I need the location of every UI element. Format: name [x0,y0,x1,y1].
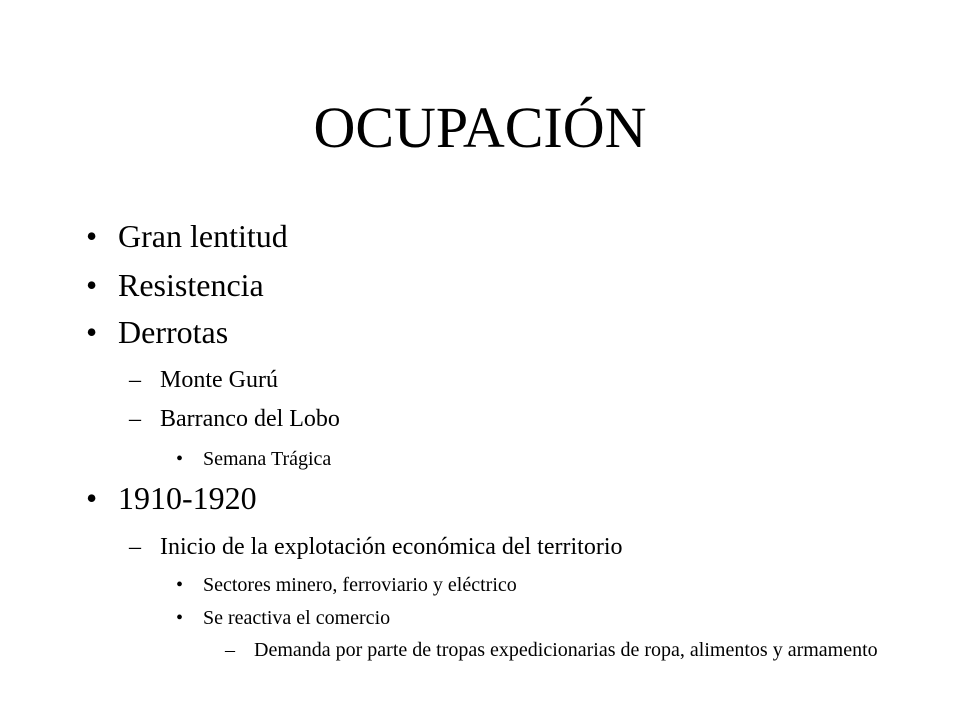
list-item [176,605,391,631]
list-item-text: Inicio de la explotación económica del territorio [160,534,623,560]
dash-icon: – [129,367,141,393]
bullet-icon: • [176,574,184,596]
list-item-text: Se reactiva el comercio [203,607,391,629]
bullet-icon: • [86,218,98,254]
list-item [86,265,264,305]
bullet-icon: • [86,267,98,303]
list-item [129,403,340,435]
list-item [129,531,623,563]
bullet-icon: • [176,448,184,470]
list-item-text: Semana Trágica [203,448,332,470]
list-item [86,216,288,256]
list-item [225,639,894,661]
slide-title: OCUPACIÓN [313,95,647,160]
bullet-icon: • [176,607,184,629]
list-item-text: Derrotas [118,314,229,350]
list-item [86,312,229,352]
list-item [176,446,332,472]
list-item [129,364,278,396]
list-item [86,478,257,518]
dash-icon: – [129,406,141,432]
list-item-text: Sectores minero, ferroviario y eléctrico [203,574,517,596]
list-item-text: Gran lentitud [118,218,288,254]
bullet-icon: • [86,480,98,516]
list-item-text: 1910-1920 [118,480,257,516]
bullet-icon: • [86,314,98,350]
list-item-text: Demanda por parte de tropas expedicionarias de ropa, alimentos y armamento [254,639,878,661]
list-item-text: Barranco del Lobo [160,406,340,432]
list-item-text: Monte Gurú [160,367,278,393]
list-item-text: Resistencia [118,267,264,303]
dash-icon: – [225,639,235,661]
list-item [176,572,517,598]
dash-icon: – [129,534,141,560]
